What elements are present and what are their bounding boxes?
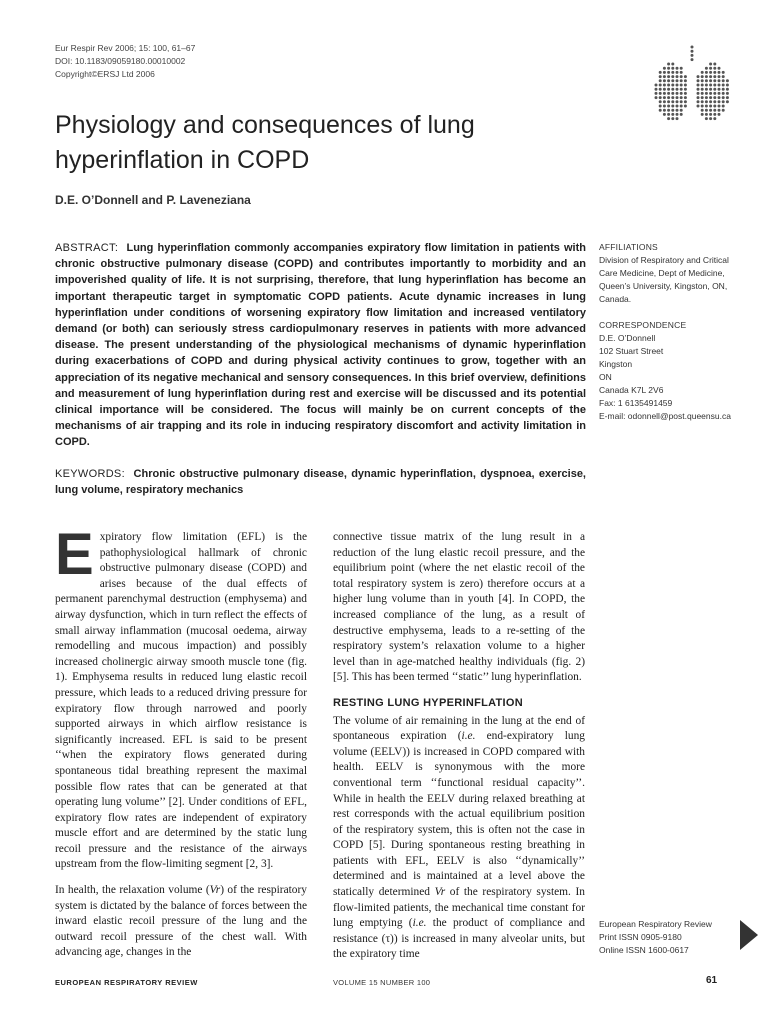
copyright-line: Copyright©ERSJ Ltd 2006 <box>55 69 155 79</box>
body-column-1 <box>55 522 307 971</box>
abstract-label: ABSTRACT: <box>55 242 119 254</box>
email-link[interactable]: E-mail: odonnell@post.queensu.ca <box>599 411 731 421</box>
correspondence-line: D.E. O’Donnell <box>599 333 656 343</box>
online-issn: Online ISSN 1600-0617 <box>599 945 689 955</box>
affiliation-line: Queen’s University, Kingston, ON, <box>599 281 728 291</box>
affiliation-line: Canada. <box>599 294 632 304</box>
authors: D.E. O’Donnell and P. Laveneziana <box>55 193 251 207</box>
doi-line: DOI: 10.1183/09059180.00010002 <box>55 56 186 66</box>
print-issn: Print ISSN 0905-9180 <box>599 932 682 942</box>
footer-volume: VOLUME 15 NUMBER 100 <box>333 978 431 987</box>
affiliations-heading: AFFILIATIONS <box>599 242 658 252</box>
correspondence-line: Canada K7L 2V6 <box>599 385 664 395</box>
correspondence-line: Kingston <box>599 359 633 369</box>
dropcap: E <box>55 522 94 587</box>
correspondence-line: 102 Stuart Street <box>599 346 664 356</box>
journal-info-block <box>599 918 749 957</box>
body-paragraph: connective tissue matrix of the lung result in a reduction of the lung elastic recoil pressure, and the equilibrium point (where the net elastic recoil of the total respiratory system is zero) therefore occurs at a higher lung volume than in youth [4]. In COPD, the increased compliance of the lung, as a result of destructive emphysema, leads to a re-setting of the respiratory system’s relaxation volume to a higher level than in age-matched healthy individuals (fig. 2) [5]. This has been termed ‘‘static’’ lung hyperinflation. <box>333 531 585 684</box>
keywords <box>55 466 586 498</box>
affiliation-line: Division of Respiratory and Critical <box>599 255 729 265</box>
footer-journal: EUROPEAN RESPIRATORY REVIEW <box>55 978 198 987</box>
correspondence-block <box>599 319 749 423</box>
correspondence-line: ON <box>599 372 612 382</box>
body-column-2 <box>333 530 585 973</box>
citation-block <box>55 42 195 81</box>
next-page-arrow-icon[interactable] <box>740 920 758 950</box>
affiliation-line: Care Medicine, Dept of Medicine, <box>599 268 725 278</box>
citation-line: Eur Respir Rev 2006; 15: 100, 61–67 <box>55 43 196 53</box>
keywords-text: Chronic obstructive pulmonary disease, dynamic hyperinflation, dyspnoea, exercise, lung volume, respiratory mechanics <box>55 468 586 497</box>
affiliations-block <box>599 241 749 306</box>
fax-line: Fax: 1 6135491459 <box>599 398 673 408</box>
body-paragraph: The volume of air remaining in the lung at the end of spontaneous expiration (i.e. end-expiratory lung volume (EELV)) is increased in COPD compared with health. EELV is synonymous with the more conventional term ‘‘functional residual capacity’’. While in health the EELV during relaxed breathing at rest corresponds with the actual equilibrium position of the respiratory system, this is often not the case in COPD [5]. During spontaneous resting breathing in patients with EFL, EELV is also ‘‘dynamically’’ determined and is maintained at a level above the statically determined Vr of the respiratory system. In flow-limited patients, the mechanical time constant for lung emptying (i.e. the product of compliance and resistance (τ)) is increased in many alveolar units, but the expiratory time <box>333 714 586 961</box>
journal-name: European Respiratory Review <box>599 919 712 929</box>
abstract <box>55 240 586 451</box>
correspondence-heading: CORRESPONDENCE <box>599 320 687 330</box>
section-heading: RESTING LUNG HYPERINFLATION <box>333 696 524 709</box>
journal-logo <box>652 44 732 124</box>
page-number: 61 <box>706 975 718 986</box>
body-paragraph: Expiratory flow limitation (EFL) is the pathophysiological hallmark of chronic obstructive pulmonary disease (COPD) and arises because of the dual effects of permanent parenchymal destruction (emphysema) and airway dysfunction, which in turn reflect the effects of small airway inflammation (mucosal oedema, airway remodelling and mucous impaction) and possibly increased cholinergic airway smooth muscle tone (fig. 1). Emphysema results in reduced lung elastic recoil pressure, which leads to a reduced driving pressure for expiratory flow through narrowed and poorly supported airways in which airflow resistance is significantly increased. EFL is said to be present ‘‘when the expiratory flows generated during spontaneous tidal breathing represent the maximal possible flow rates that can be generated at that operating lung volume’’ [2]. Under conditions of EFL, expiratory flow rates are independent of expiratory muscle effort and are determined by the static lung recoil pressure and the resistance of the airways upstream from the flow-limiting segment [2, 3]. <box>55 522 307 871</box>
keywords-label: KEYWORDS: <box>55 468 125 480</box>
article-title: Physiology and consequences of lung hyperinflation in COPD <box>55 111 475 174</box>
body-paragraph: In health, the relaxation volume (Vr) of the respiratory system is dictated by the balance of forces between the inward elastic recoil pressure of the lung and the outward recoil pressure of the chest wall. With advancing age, changes in the <box>55 884 307 959</box>
abstract-text: Lung hyperinflation commonly accompanies expiratory flow limitation in patients with chronic obstructive pulmonary disease (COPD) and contributes importantly to morbidity and an impoverished quality of life. It is not surprising, therefore, that lung hyperinflation has become an important therapeutic target in symptomatic COPD patients. Acute dynamic increases in lung hyperinflation under conditions of worsening expiratory flow limitation and increased ventilatory demand (or both) can seriously stress cardiopulmonary reserves in patients with more advanced disease. The present understanding of the physiological mechanisms of dynamic hyperinflation during exacerbations of COPD and during physical activity continues to grow, together with an appreciation of its negative mechanical and sensory consequences. In this brief overview, definitions and measurement of lung hyperinflation during rest and exercise will be discussed and its potential clinical importance will be considered. The focus will mainly be on current concepts of the mechanisms of air trapping and its role in inducing respiratory discomfort and activity limitation in COPD. <box>55 242 586 449</box>
